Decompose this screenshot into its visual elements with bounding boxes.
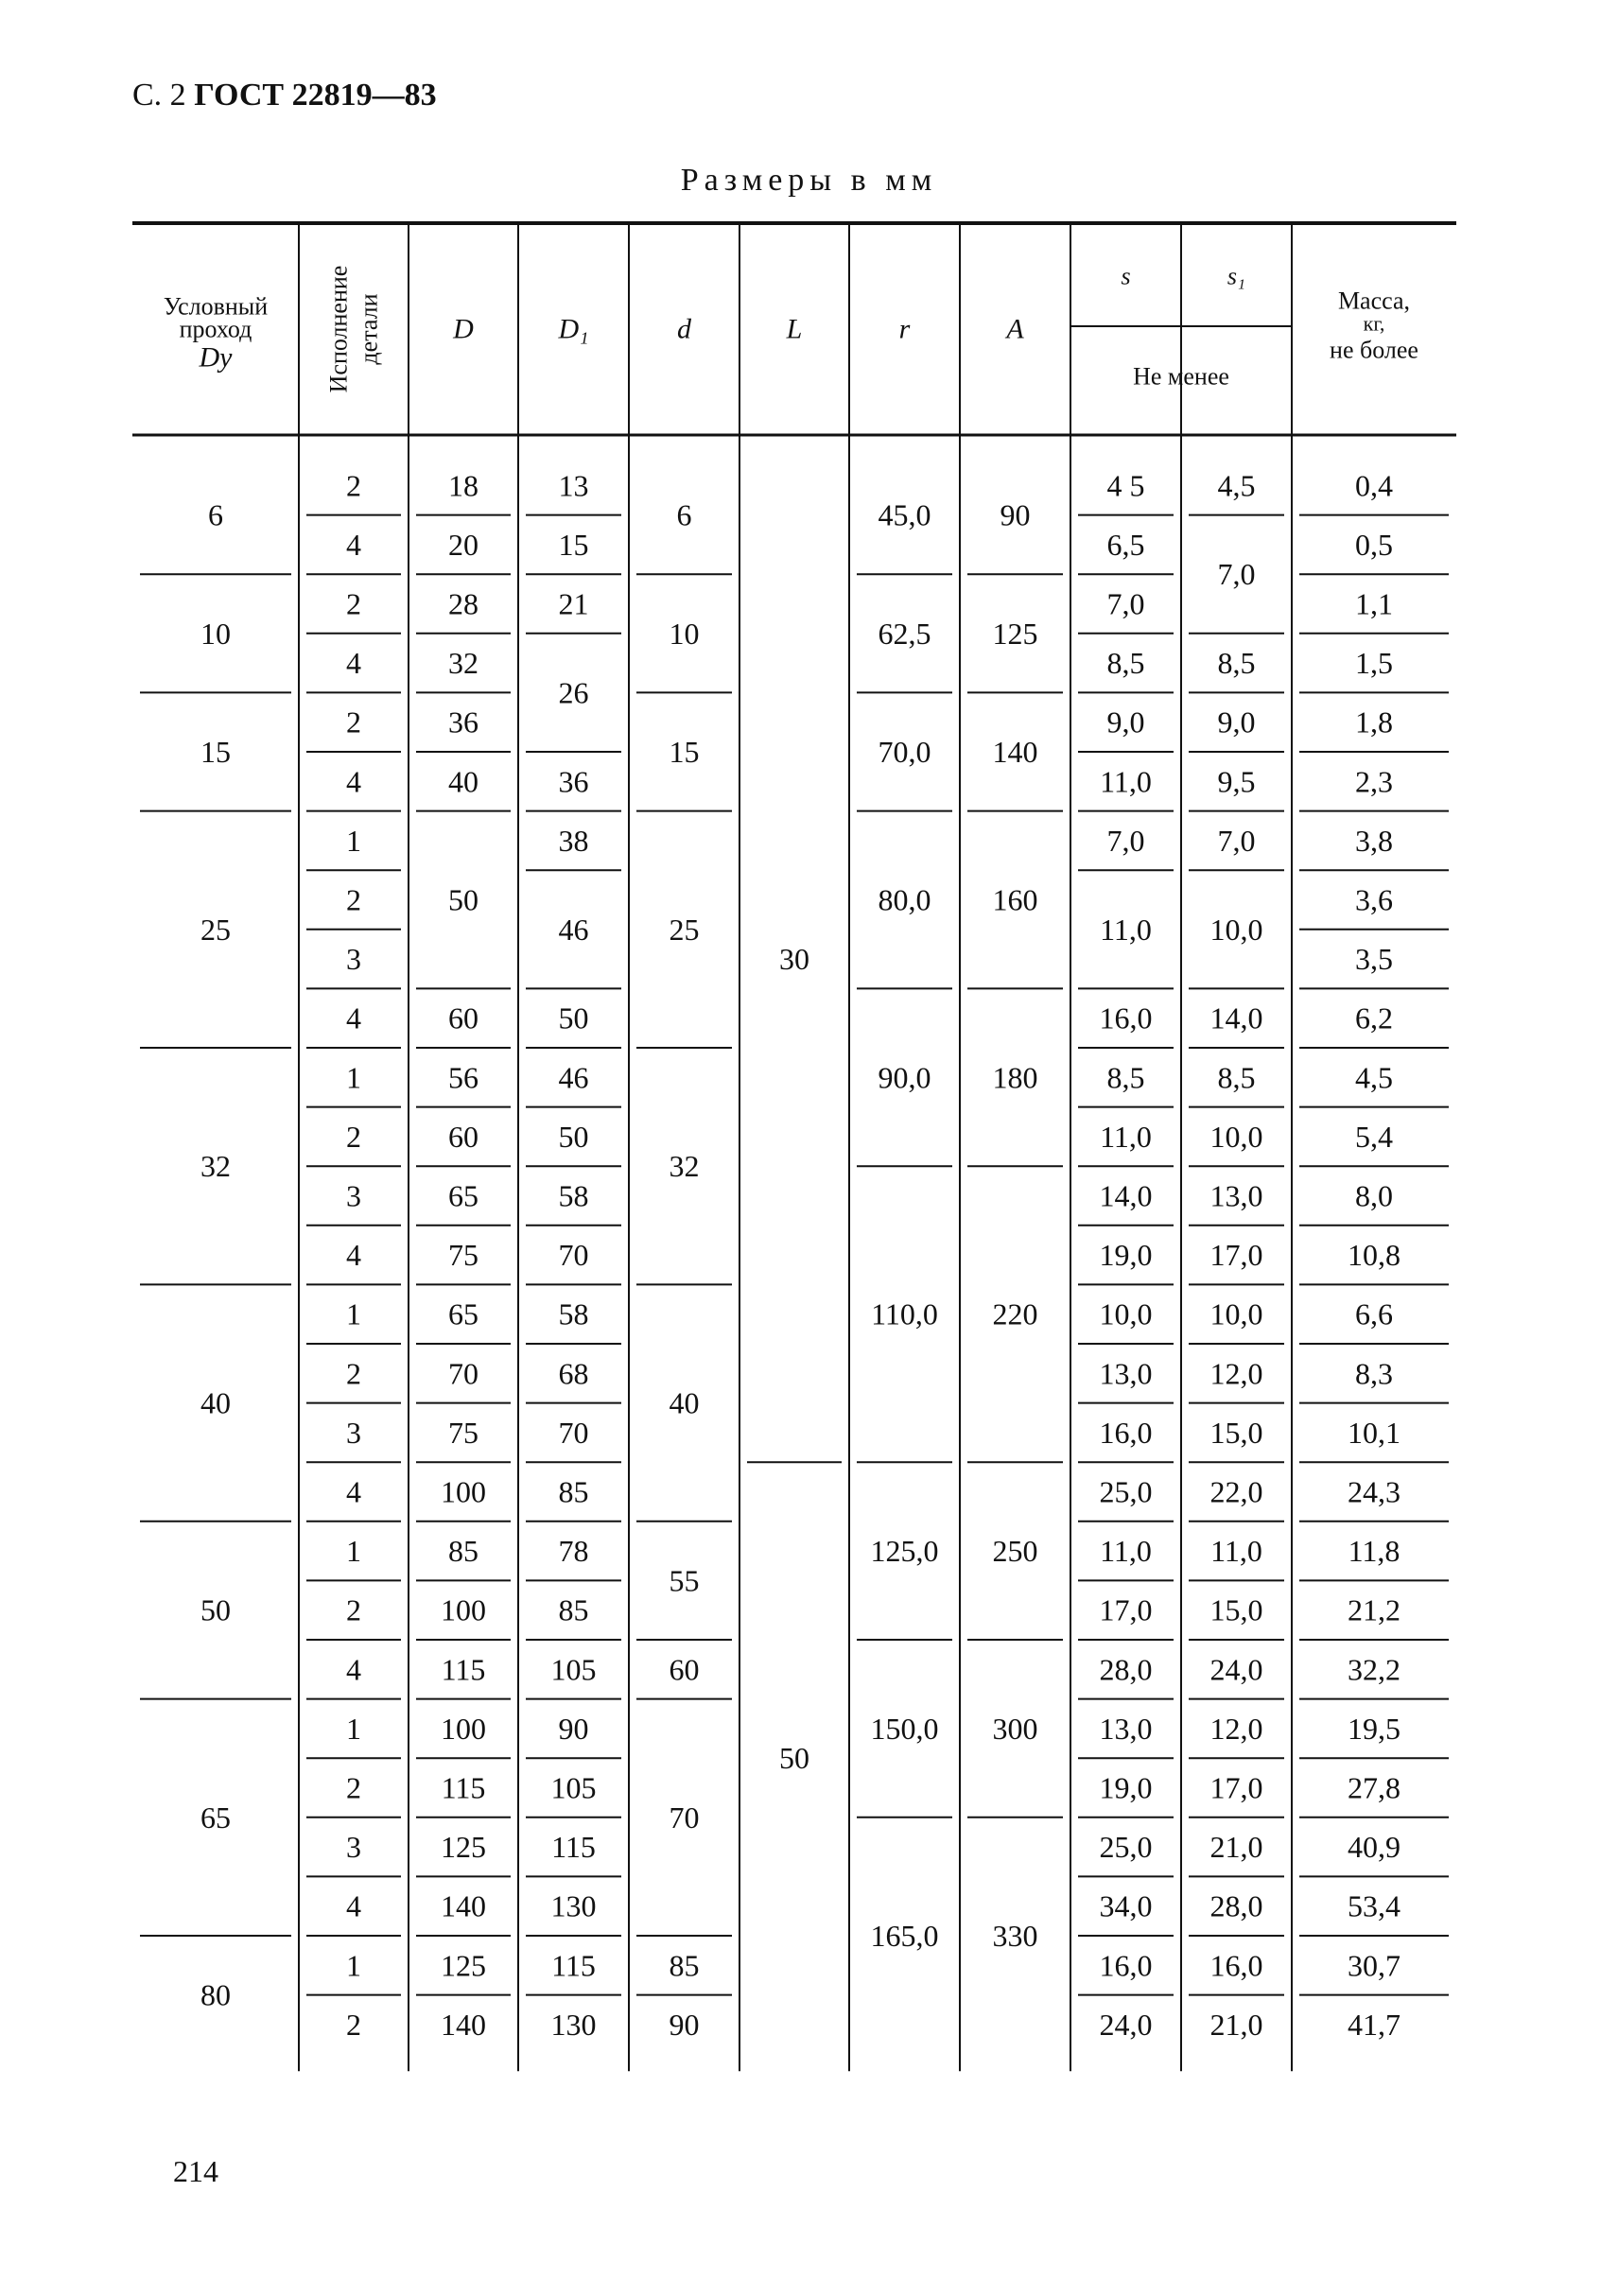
cell-D: 125 [441,1948,486,1983]
cell-s1: 12,0 [1209,1711,1263,1746]
cell-s1: 12,0 [1209,1356,1263,1391]
cell-exec: 4 [346,1238,361,1273]
cell-D: 28 [448,586,478,621]
cell-s1: 17,0 [1209,1770,1263,1805]
cell-D: 125 [441,1830,486,1865]
merged-cell-d: 15 [669,735,700,769]
merged-cell-r: 165,0 [870,1919,939,1953]
merged-cell-r: 62,5 [878,616,931,651]
cell-D1: 70 [558,1415,589,1450]
cell-s1: 21,0 [1209,1830,1263,1865]
cell-D: 115 [441,1770,486,1805]
cell-mass: 5,4 [1355,1119,1393,1154]
cell-mass: 2,3 [1355,764,1393,799]
cell-s1: 11,0 [1210,1534,1262,1569]
cell-mass: 41,7 [1348,2007,1401,2042]
cell-D: 75 [448,1238,478,1273]
cell-mass: 6,2 [1355,1000,1393,1035]
cell-s1: 28,0 [1209,1888,1263,1923]
cell-D: 100 [441,1474,486,1509]
cell-D1: 85 [558,1592,589,1627]
cell-exec: 1 [346,1948,361,1983]
cell-mass: 6,6 [1355,1296,1393,1331]
cell-mass: 1,5 [1355,646,1393,681]
header-mass: не более [1330,336,1418,364]
cell-mass: 10,1 [1348,1415,1401,1450]
cell-exec: 3 [346,1178,361,1213]
cell-mass: 21,2 [1348,1592,1401,1627]
page-number: 214 [173,2154,218,2188]
cell-s: 16,0 [1099,1000,1153,1035]
cell-s1: 4,5 [1217,468,1256,503]
cell-s1: 15,0 [1209,1415,1263,1450]
cell-D1: 50 [558,1119,589,1154]
cell-D1: 115 [551,1948,596,1983]
cell-mass: 8,0 [1355,1178,1393,1213]
merged-cell-d: 25 [669,912,700,947]
merged-cell-A: 140 [992,735,1038,769]
merged-cell-dy: 50 [200,1592,231,1627]
cell-D1: 85 [558,1474,589,1509]
merged-cell-r: 70,0 [878,735,931,769]
merged-cell-dy: 65 [200,1800,231,1835]
cell-exec: 4 [346,1652,361,1687]
cell-exec: 4 [346,1474,361,1509]
merged-cell-r: 125,0 [870,1534,939,1569]
cell-exec: 1 [346,823,361,858]
cell-s1: 9,0 [1217,704,1256,739]
cell-exec: 1 [346,1711,361,1746]
cell-D: 40 [448,764,478,799]
header-L: L [786,313,803,345]
cell-D: 140 [441,2007,486,2042]
cell-D: 85 [448,1534,478,1569]
merged-cell-A: 180 [992,1060,1038,1095]
cell-mass: 0,5 [1355,527,1393,562]
cell-mass: 10,8 [1348,1238,1401,1273]
cell-mass: 4,5 [1355,1060,1393,1095]
cell-exec: 4 [346,1888,361,1923]
cell-D: 18 [448,468,478,503]
cell-mass: 32,2 [1348,1652,1401,1687]
cell-exec: 4 [346,764,361,799]
cell-D1: 13 [558,468,589,503]
cell-exec: 3 [346,1415,361,1450]
cell-s: 25,0 [1099,1474,1153,1509]
merged-cell-D1: 26 [558,675,589,710]
merged-cell-r: 150,0 [870,1711,939,1746]
merged-cell-s: 11,0 [1100,912,1152,947]
header-D1: D₁ [558,313,589,345]
cell-D: 70 [448,1356,478,1391]
header-exec: детали [355,293,383,365]
cell-exec: 3 [346,1830,361,1865]
cell-s: 24,0 [1099,2007,1153,2042]
cell-s: 25,0 [1099,1830,1153,1865]
cell-exec: 4 [346,527,361,562]
cell-exec: 2 [346,468,361,503]
table-caption: Размеры в мм [680,163,938,198]
cell-mass: 27,8 [1348,1770,1401,1805]
merged-cell-A: 330 [992,1919,1038,1953]
header-mass: Масса, [1337,287,1411,315]
merged-cell-dy: 6 [208,497,223,532]
cell-s1: 22,0 [1209,1474,1263,1509]
header-dy: Dу [199,341,233,374]
cell-D: 36 [448,704,478,739]
cell-exec: 3 [346,942,361,977]
page-label: С. 2 [132,78,186,113]
merged-cell-L: 50 [779,1741,809,1776]
cell-s1: 8,5 [1217,646,1256,681]
cell-s: 14,0 [1099,1178,1153,1213]
cell-D: 60 [448,1000,478,1035]
cell-s: 6,5 [1106,527,1145,562]
cell-s: 13,0 [1099,1711,1153,1746]
cell-D: 20 [448,527,478,562]
cell-D1: 90 [558,1711,589,1746]
merged-cell-dy: 25 [200,912,231,947]
cell-mass: 3,5 [1355,942,1393,977]
cell-s1: 17,0 [1209,1238,1263,1273]
merged-cell-dy: 40 [200,1385,231,1420]
cell-s1: 14,0 [1209,1000,1263,1035]
cell-D: 75 [448,1415,478,1450]
cell-s: 19,0 [1099,1770,1153,1805]
merged-cell-d: 85 [669,1948,700,1983]
merged-cell-A: 125 [992,616,1038,651]
merged-cell-A: 160 [992,882,1038,917]
standard-number: ГОСТ 22819—83 [194,78,437,113]
cell-mass: 19,5 [1348,1711,1401,1746]
cell-exec: 2 [346,586,361,621]
cell-exec: 2 [346,1356,361,1391]
cell-s1: 8,5 [1217,1060,1256,1095]
cell-D: 56 [448,1060,478,1095]
header-s: s [1121,262,1131,290]
cell-exec: 1 [346,1296,361,1331]
header-exec: Исполнение [324,265,353,393]
cell-D1: 105 [550,1652,597,1687]
merged-cell-s1: 7,0 [1217,557,1256,592]
cell-D1: 130 [550,2007,597,2042]
cell-s: 7,0 [1106,823,1145,858]
header-d: d [677,313,691,345]
cell-mass: 53,4 [1348,1888,1401,1923]
merged-cell-r: 110,0 [871,1296,938,1331]
cell-mass: 0,4 [1355,468,1393,503]
header-dy: Условный [163,292,269,321]
cell-s1: 9,5 [1217,764,1256,799]
cell-D: 115 [441,1652,486,1687]
merged-cell-d: 70 [669,1800,700,1835]
cell-exec: 4 [346,646,361,681]
cell-D1: 70 [558,1238,589,1273]
merged-cell-d: 6 [676,497,692,532]
cell-D1: 68 [558,1356,589,1391]
cell-s1: 7,0 [1217,823,1256,858]
merged-cell-dy: 10 [200,616,231,651]
cell-exec: 1 [346,1060,361,1095]
cell-s: 13,0 [1099,1356,1153,1391]
cell-mass: 11,8 [1348,1534,1401,1569]
merged-cell-D: 50 [448,882,478,917]
cell-s: 34,0 [1099,1888,1153,1923]
merged-cell-dy: 15 [200,735,231,769]
cell-s1: 10,0 [1209,1119,1263,1154]
cell-s: 11,0 [1100,1534,1152,1569]
cell-s1: 24,0 [1209,1652,1263,1687]
merged-cell-r: 45,0 [878,497,931,532]
header-not-less: Не менее [1133,362,1229,391]
cell-s1: 16,0 [1209,1948,1263,1983]
cell-D1: 105 [550,1770,597,1805]
cell-D1: 58 [558,1296,589,1331]
cell-D: 140 [441,1888,486,1923]
cell-D: 100 [441,1592,486,1627]
cell-exec: 2 [346,1770,361,1805]
cell-D1: 78 [558,1534,589,1569]
cell-D: 100 [441,1711,486,1746]
cell-s: 17,0 [1099,1592,1153,1627]
merged-cell-r: 80,0 [878,882,931,917]
cell-D1: 38 [558,823,589,858]
cell-s: 11,0 [1100,1119,1152,1154]
header-s1: s₁ [1227,262,1246,290]
cell-D: 65 [448,1296,478,1331]
merged-cell-d: 40 [669,1385,700,1420]
merged-cell-d: 60 [669,1652,700,1687]
cell-D1: 21 [558,586,589,621]
cell-exec: 2 [346,882,361,917]
cell-exec: 2 [346,704,361,739]
cell-D1: 46 [558,1060,589,1095]
cell-D: 32 [448,646,478,681]
merged-cell-A: 300 [992,1711,1038,1746]
cell-exec: 2 [346,2007,361,2042]
cell-exec: 1 [346,1534,361,1569]
cell-s1: 15,0 [1209,1592,1263,1627]
merged-cell-d: 90 [669,2007,700,2042]
cell-s: 9,0 [1106,704,1145,739]
cell-mass: 3,8 [1355,823,1393,858]
cell-D1: 58 [558,1178,589,1213]
merged-cell-A: 250 [992,1534,1038,1569]
cell-D1: 130 [550,1888,597,1923]
cell-exec: 2 [346,1119,361,1154]
cell-mass: 30,7 [1348,1948,1401,1983]
cell-s: 10,0 [1099,1296,1153,1331]
cell-D: 65 [448,1178,478,1213]
cell-s: 7,0 [1106,586,1145,621]
cell-s: 8,5 [1106,646,1145,681]
header-D: D [453,313,474,345]
cell-mass: 40,9 [1348,1830,1401,1865]
cell-mass: 3,6 [1355,882,1393,917]
cell-D1: 50 [558,1000,589,1035]
cell-s1: 21,0 [1209,2007,1263,2042]
merged-cell-d: 10 [669,616,700,651]
cell-mass: 8,3 [1355,1356,1393,1391]
cell-s: 28,0 [1099,1652,1153,1687]
merged-cell-dy: 80 [200,1977,231,2012]
cell-s: 19,0 [1099,1238,1153,1273]
cell-D: 60 [448,1119,478,1154]
merged-cell-s1: 10,0 [1209,912,1263,947]
merged-cell-d: 55 [669,1563,700,1598]
merged-cell-A: 220 [992,1296,1038,1331]
cell-exec: 4 [346,1000,361,1035]
cell-mass: 24,3 [1348,1474,1401,1509]
header-mass: кг, [1363,311,1385,336]
merged-cell-D1: 46 [558,912,589,947]
cell-D1: 15 [558,527,589,562]
merged-cell-r: 90,0 [878,1060,931,1095]
merged-cell-d: 32 [669,1149,700,1184]
cell-s: 16,0 [1099,1415,1153,1450]
cell-mass: 1,1 [1355,586,1393,621]
cell-s: 16,0 [1099,1948,1153,1983]
cell-exec: 2 [346,1592,361,1627]
merged-cell-dy: 32 [200,1149,231,1184]
cell-mass: 1,8 [1355,704,1393,739]
cell-s: 11,0 [1100,764,1152,799]
header-A: A [1006,313,1024,345]
cell-s: 4 5 [1106,468,1145,503]
header-dy: проход [179,315,252,343]
merged-cell-L: 30 [779,942,809,977]
cell-D1: 36 [558,764,589,799]
cell-s1: 13,0 [1209,1178,1263,1213]
merged-cell-A: 90 [1000,497,1031,532]
cell-s: 8,5 [1106,1060,1145,1095]
cell-s1: 10,0 [1209,1296,1263,1331]
header-r: r [898,313,911,345]
cell-D1: 115 [551,1830,596,1865]
